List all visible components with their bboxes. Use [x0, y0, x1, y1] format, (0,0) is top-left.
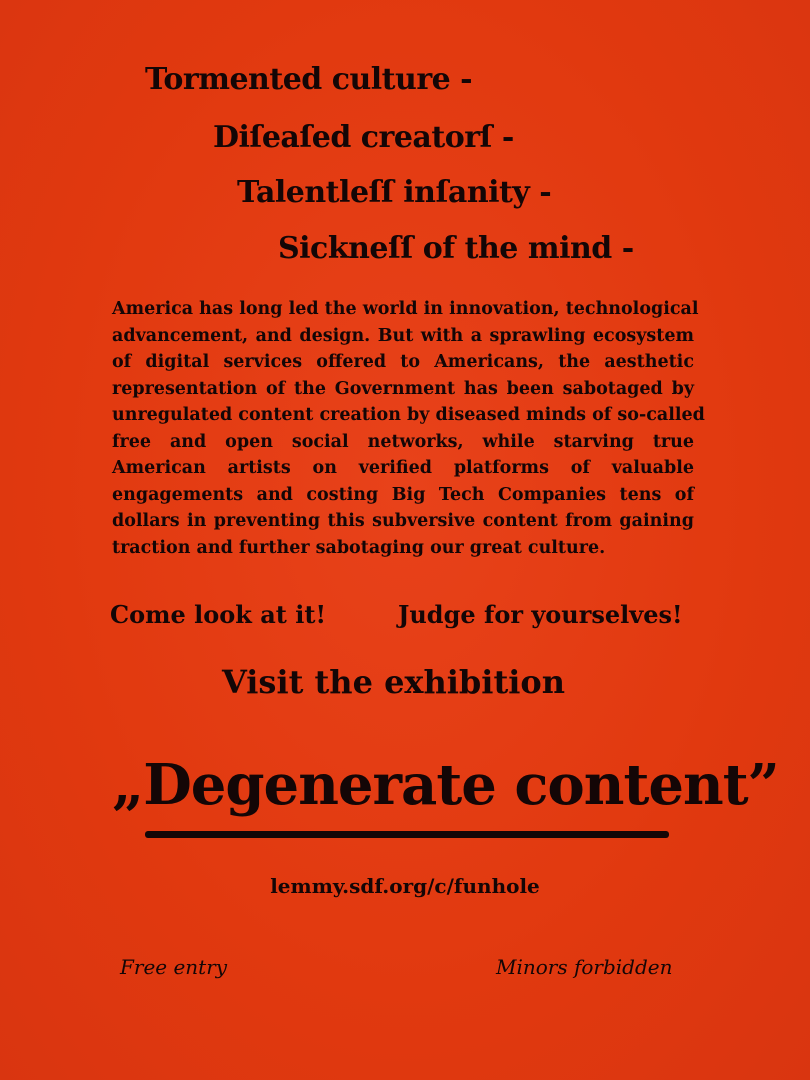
paragraph-line: advancement, and design. But with a sprawling ecosystem — [112, 325, 694, 346]
headline-3: Talentleſſ inſanity - — [237, 175, 552, 210]
footer-free-entry: Free entry — [120, 955, 228, 979]
paragraph-line: free and open social networks, while starving true — [112, 431, 694, 452]
headline-4: Sickneſſ of the mind - — [278, 231, 634, 266]
exhibition-url[interactable]: lemmy.sdf.org/c/funhole — [270, 874, 540, 898]
paragraph-line: America has long led the world in innovation, technological — [112, 299, 699, 319]
headline-2: Diſeaſed creatorſ - — [213, 120, 514, 155]
paragraph-line: representation of the Government has been sabotaged by — [112, 378, 694, 399]
visit-exhibition: Visit the exhibition — [222, 663, 565, 701]
title-underline — [145, 831, 669, 838]
paragraph-line: traction and further sabotaging our great culture. — [112, 537, 606, 558]
paragraph-line: unregulated content creation by diseased minds of so-called — [112, 405, 705, 425]
call-left: Come look at it! — [110, 600, 326, 629]
paragraph-line: American artists on verified platforms of valuable — [112, 458, 694, 478]
paragraph-line: of digital services offered to Americans, the aesthetic — [112, 352, 694, 372]
headline-1: Tormented culture - — [145, 62, 473, 97]
footer-minors-forbidden: Minors forbidden — [496, 955, 673, 979]
body-paragraph — [112, 296, 705, 561]
paragraph-line: engagements and costing Big Tech Companies tens of — [112, 484, 694, 505]
exhibition-title: „Degenerate content” — [112, 752, 779, 818]
call-right: Judge for yourselves! — [398, 600, 683, 629]
paragraph-line: dollars in preventing this subversive content from gaining — [112, 511, 694, 531]
